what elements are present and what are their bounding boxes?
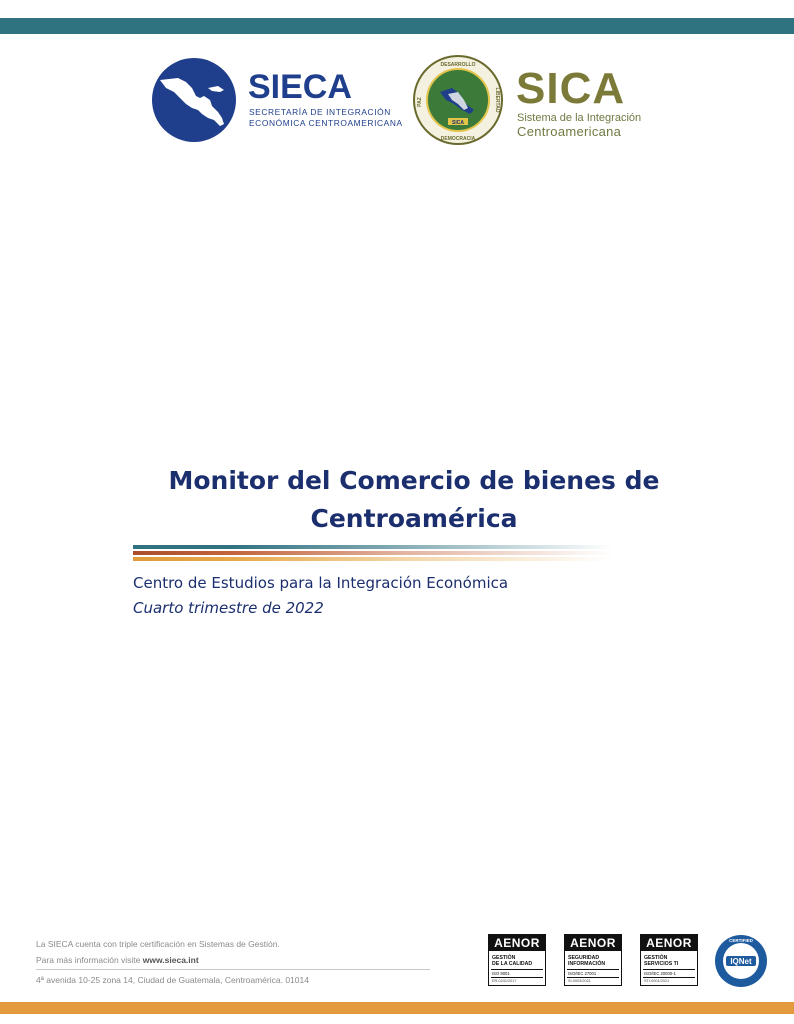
cert-standard: ISO 9001	[492, 971, 510, 976]
cert-line-2: INFORMACIÓN	[568, 961, 606, 967]
svg-text:PAZ: PAZ	[417, 97, 423, 107]
sieca-wordmark: SIECA	[248, 68, 352, 106]
cert-code: SI-0003/2021	[568, 979, 591, 983]
bottom-color-bar	[0, 1002, 794, 1014]
svg-text:SICA: SICA	[452, 120, 464, 126]
aenor-logo-text: AENOR	[489, 935, 545, 951]
orange-stripe	[133, 557, 613, 561]
iqnet-certified-seal-icon	[714, 934, 768, 988]
decorative-stripes	[133, 545, 613, 567]
cert-divider	[643, 977, 695, 978]
aenor-security-badge	[564, 934, 622, 986]
cert-line-1: GESTIÓN	[492, 955, 516, 961]
aenor-quality-badge	[488, 934, 546, 986]
svg-text:LIBERTAD: LIBERTAD	[494, 87, 500, 113]
cert-line-1: SEGURIDAD	[568, 955, 600, 961]
sica-tagline-2: Centroamericana	[517, 124, 622, 139]
cert-standard: ISO/IEC 27001	[568, 971, 597, 976]
cert-standard: ISO/IEC 20000-1	[644, 971, 676, 976]
sica-seal-icon	[412, 54, 504, 146]
sica-logo	[412, 54, 642, 150]
footer-divider	[36, 969, 430, 970]
document-title	[110, 462, 718, 538]
sieca-tagline-1: SECRETARÍA DE INTEGRACIÓN	[249, 107, 391, 117]
cert-line-2: SERVICIOS TI	[644, 961, 679, 967]
rust-stripe	[133, 551, 613, 555]
aenor-logo-text: AENOR	[641, 935, 697, 951]
sieca-tagline-2: ECONÓMICA CENTROAMERICANA	[249, 118, 403, 128]
document-title-line-2: Centroamérica	[310, 504, 518, 533]
aenor-it-services-badge	[640, 934, 698, 986]
teal-stripe	[133, 545, 613, 549]
sica-wordmark: SICA	[516, 64, 626, 113]
cert-divider	[491, 969, 543, 970]
document-title-line-1: Monitor del Comercio de bienes de	[168, 466, 660, 495]
footer-certification-note: La SIECA cuenta con triple certificación en Sistemas de Gestión.	[36, 939, 280, 949]
top-color-bar	[0, 18, 794, 34]
sieca-logo	[152, 56, 403, 146]
cert-code: ER-0241/2017	[492, 979, 517, 983]
cert-code: STI-0001/2021	[644, 979, 670, 983]
cert-divider	[567, 977, 619, 978]
footer-address: 4ª avenida 10-25 zona 14, Ciudad de Guatemala, Centroamérica. 01014	[36, 975, 309, 985]
footer-more-info	[36, 955, 199, 965]
svg-text:DESARROLLO: DESARROLLO	[440, 62, 476, 68]
cert-divider	[567, 969, 619, 970]
svg-text:IQNet: IQNet	[730, 957, 752, 966]
svg-text:DEMOCRACIA: DEMOCRACIA	[440, 136, 476, 142]
svg-text:CERTIFIED: CERTIFIED	[729, 938, 753, 943]
cert-line-2: DE LA CALIDAD	[492, 961, 533, 967]
aenor-logo-text: AENOR	[565, 935, 621, 951]
cert-line-1: GESTIÓN	[644, 955, 668, 961]
cert-divider	[491, 977, 543, 978]
footer-website-link[interactable]: www.sieca.int	[142, 955, 199, 965]
document-period: Cuarto trimestre de 2022	[133, 599, 324, 617]
footer-more-info-text: Para más información visite	[36, 955, 143, 965]
cert-divider	[643, 969, 695, 970]
sica-tagline-1: Sistema de la Integración	[517, 112, 642, 124]
document-subtitle: Centro de Estudios para la Integración Económica	[133, 574, 509, 592]
sieca-map-emblem	[152, 58, 236, 142]
